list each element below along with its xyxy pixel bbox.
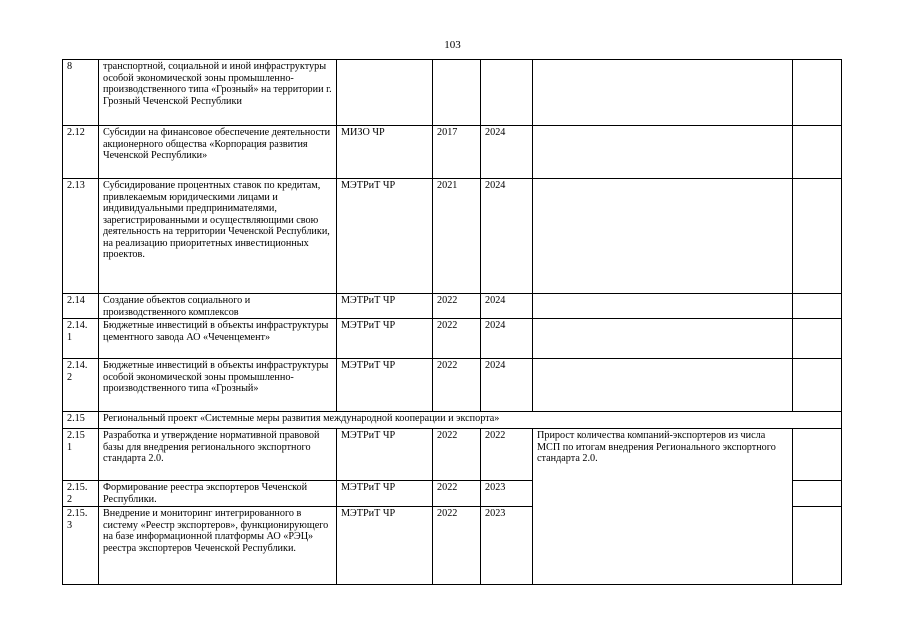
row-extra [793,294,842,319]
row-number: 2.14 [63,294,99,319]
row-number: 2.15. 2 [63,481,99,507]
row-extra [793,126,842,179]
row-name: Формирование реестра экспортеров Чеченской Республики. [99,481,337,507]
row-responsible: МЭТРиТ ЧР [337,359,433,412]
row-start-year: 2017 [433,126,481,179]
row-responsible: МЭТРиТ ЧР [337,319,433,359]
table-row [63,359,842,412]
row-responsible: МЭТРиТ ЧР [337,429,433,481]
row-number: 2.15 1 [63,429,99,481]
row-end-year: 2024 [481,179,533,294]
row-name: Бюджетные инвестиций в объекты инфраструктуры цементного завода АО «Чеченцемент» [99,319,337,359]
row-responsible: МИЗО ЧР [337,126,433,179]
row-start-year: 2022 [433,359,481,412]
row-result [533,60,793,126]
project-title: Региональный проект «Системные меры развития международной кооперации и экспорта» [99,412,842,429]
row-start-year: 2022 [433,429,481,481]
project-row [63,412,842,429]
row-end-year: 2024 [481,126,533,179]
row-responsible: МЭТРиТ ЧР [337,294,433,319]
row-end-year: 2023 [481,481,533,507]
page-number: 103 [444,39,461,51]
row-number: 2.12 [63,126,99,179]
project-number: 2.15 [63,412,99,429]
row-responsible: МЭТРиТ ЧР [337,179,433,294]
row-extra [793,481,842,507]
row-name: Субсидирование процентных ставок по кредитам, привлекаемым юридическими лицами и индивидуальными предпринимателями, зарегистрированными и осуществляющими свою деятельность на территории Чеченской Республики, на реализацию приоритетных инвестиционных проектов. [99,179,337,294]
table-row [63,179,842,294]
row-end-year: 2023 [481,507,533,585]
row-result [533,294,793,319]
row-extra [793,429,842,481]
row-end-year [481,60,533,126]
row-number: 2.15. 3 [63,507,99,585]
row-start-year: 2022 [433,507,481,585]
row-responsible: МЭТРиТ ЧР [337,481,433,507]
row-name: транспортной, социальной и иной инфраструктуры особой экономической зоны промышленно-производственного типа «Грозный» на территории г. Грозный Чеченской Республики [99,60,337,126]
row-extra [793,319,842,359]
row-name: Субсидии на финансовое обеспечение деятельности акционерного общества «Корпорация развития Чеченской Республики» [99,126,337,179]
table-row [63,294,842,319]
plan-table [62,59,842,585]
row-result [533,179,793,294]
row-name: Бюджетные инвестиций в объекты инфраструктуры особой экономической зоны промышленно-производственного типа «Грозный» [99,359,337,412]
row-start-year: 2022 [433,319,481,359]
row-result [533,359,793,412]
row-end-year: 2022 [481,429,533,481]
row-name: Разработка и утверждение нормативной правовой базы для внедрения регионального экспортного стандарта 2.0. [99,429,337,481]
row-responsible [337,60,433,126]
row-extra [793,60,842,126]
row-number: 8 [63,60,99,126]
table-row [63,429,842,481]
table-row [63,319,842,359]
row-extra [793,507,842,585]
row-number: 2.14. 1 [63,319,99,359]
row-name: Внедрение и мониторинг интегрированного в систему «Реестр экспортеров», функционирующего на базе информационной платформы АО «РЭЦ» реестра экспортеров Чеченской Республики. [99,507,337,585]
row-start-year [433,60,481,126]
row-end-year: 2024 [481,294,533,319]
row-extra [793,359,842,412]
row-responsible: МЭТРиТ ЧР [337,507,433,585]
row-end-year: 2024 [481,319,533,359]
row-start-year: 2021 [433,179,481,294]
row-extra [793,179,842,294]
row-result: Прирост количества компаний-экспортеров из числа МСП по итогам внедрения Регионального экспортного стандарта 2.0. [533,429,793,585]
row-name: Создание объектов социального и производственного комплексов [99,294,337,319]
row-number: 2.14. 2 [63,359,99,412]
row-result [533,319,793,359]
row-result [533,126,793,179]
row-number: 2.13 [63,179,99,294]
table-row [63,60,842,126]
row-end-year: 2024 [481,359,533,412]
row-start-year: 2022 [433,481,481,507]
table-row [63,126,842,179]
row-start-year: 2022 [433,294,481,319]
